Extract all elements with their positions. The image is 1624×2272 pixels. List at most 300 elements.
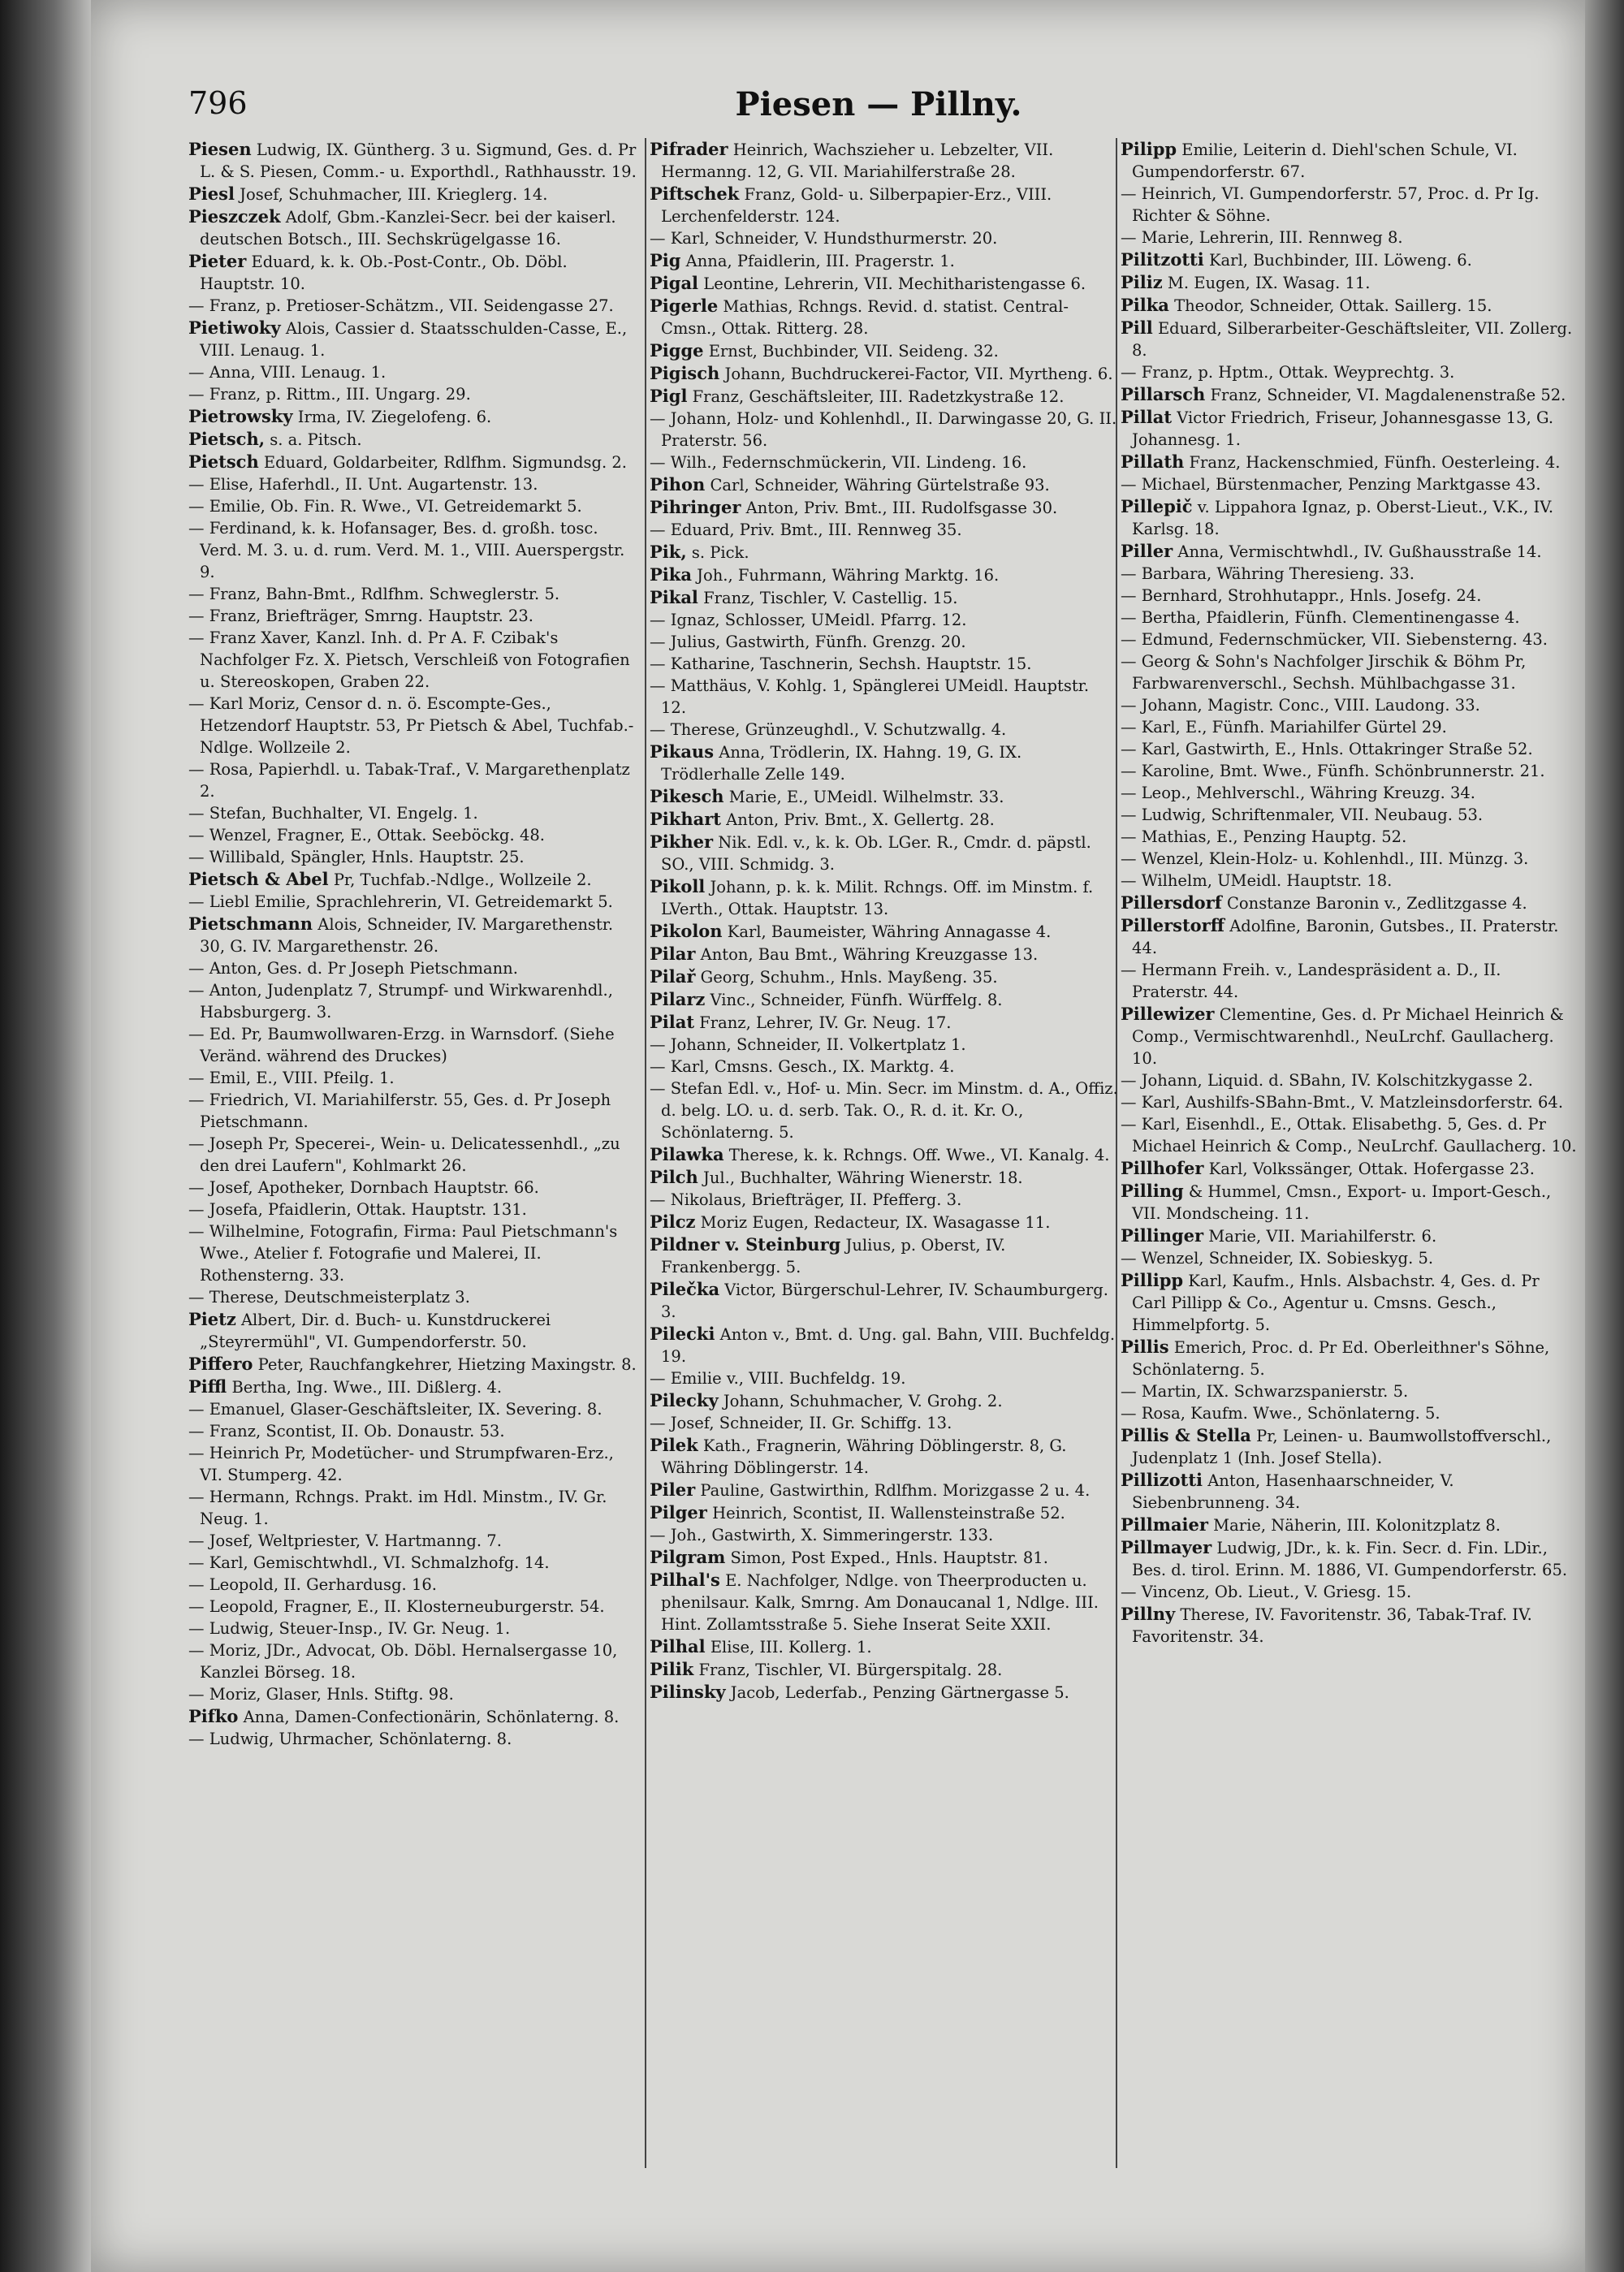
entry-details: — Wilhelmine, Fotografin, Firma: Paul Pietschmann's Wwe., Atelier f. Fotografie und Malerei, II. Rothensterng. 33. <box>188 1222 618 1285</box>
directory-entry <box>1121 1269 1577 1336</box>
directory-entry <box>188 868 640 891</box>
entry-details: Karl, Baumeister, Währing Annagasse 4. <box>727 922 1052 941</box>
directory-entry <box>1121 607 1577 628</box>
directory-entry <box>188 1353 640 1376</box>
directory-entry <box>1121 451 1577 473</box>
entry-details: — Ferdinand, k. k. Hofansager, Bes. d. großh. tosc. Verd. M. 3. u. d. rum. Verd. M. 1., VIII. Auerspergstr. 9. <box>188 519 625 581</box>
entry-details: Jul., Buchhalter, Währing Wienerstr. 18. <box>703 1168 1023 1187</box>
entry-details: — Karl, Eisenhdl., E., Ottak. Elisabethg. 5, Ges. d. Pr Michael Heinrich & Comp., NeuLrchf. Gaullacherg. 10. <box>1121 1115 1577 1155</box>
entry-surname: Pilik <box>650 1659 694 1679</box>
entry-surname: Pilarz <box>650 989 706 1009</box>
directory-entry <box>1121 317 1577 361</box>
directory-entry <box>1121 540 1577 563</box>
directory-entry <box>188 138 640 183</box>
directory-entry <box>1121 870 1577 892</box>
directory-entry <box>188 1486 640 1530</box>
directory-entry <box>1121 694 1577 716</box>
entry-details: Karl, Buchbinder, III. Löweng. 6. <box>1208 251 1472 270</box>
entry-details: — Moriz, Glaser, Hnls. Stiftg. 98. <box>188 1685 454 1704</box>
directory-entry <box>188 361 640 383</box>
entry-details: Eduard, Goldarbeiter, Rdlfhm. Sigmundsg. 2. <box>263 453 627 472</box>
directory-entry <box>650 1143 1119 1166</box>
entry-details: Adolf, Gbm.-Kanzlei-Secr. bei der kaiserl. deutschen Botsch., III. Sechskrügelgasse 16. <box>200 208 616 248</box>
entry-details: Moriz Eugen, Redacteur, IX. Wasagasse 11. <box>700 1213 1051 1232</box>
entry-details: Franz, Schneider, VI. Magdalenenstraße 52. <box>1210 386 1566 404</box>
entry-surname: Pikal <box>650 587 698 607</box>
directory-entry <box>1121 650 1577 694</box>
directory-entry <box>650 785 1119 808</box>
entry-details: Anton, Bau Bmt., Währing Kreuzgasse 13. <box>700 945 1039 964</box>
entry-details: Emerich, Proc. d. Pr Ed. Oberleithner's Söhne, Schönlaterng. 5. <box>1132 1338 1550 1379</box>
directory-entry <box>1121 227 1577 248</box>
entry-details: — Franz, p. Pretioser-Schätzm., VII. Seidengasse 27. <box>188 296 614 315</box>
directory-entry <box>188 317 640 361</box>
entry-details: Bertha, Ing. Wwe., III. Dißlerg. 4. <box>231 1378 503 1397</box>
entry-details: — Elise, Haferhdl., II. Unt. Augartenstr. 13. <box>188 475 538 494</box>
directory-entry <box>650 1681 1119 1704</box>
entry-details: — Hermann Freih. v., Landespräsident a. D., II. Praterstr. 44. <box>1121 961 1501 1001</box>
entry-details: s. Pick. <box>691 543 749 562</box>
directory-entry <box>650 1635 1119 1658</box>
entry-details: Joh., Fuhrmann, Währing Marktg. 16. <box>697 566 1000 585</box>
entry-details: — Rosa, Papierhdl. u. Tabak-Traf., V. Margarethenplatz 2. <box>188 760 630 801</box>
entry-details: — Bernhard, Strohhutappr., Hnls. Josefg. 24. <box>1121 586 1482 605</box>
directory-entry <box>188 451 640 473</box>
directory-entry <box>1121 383 1577 406</box>
entry-details: — Mathias, E., Penzing Hauptg. 52. <box>1121 827 1407 846</box>
entry-details: — Franz, p. Hptm., Ottak. Weyprechtg. 3. <box>1121 363 1455 382</box>
directory-entry <box>650 1389 1119 1412</box>
directory-entry <box>188 473 640 495</box>
entry-details: — Eduard, Priv. Bmt., III. Rennweg 35. <box>650 520 962 539</box>
entry-details: — Emilie v., VIII. Buchfeldg. 19. <box>650 1369 906 1388</box>
entry-details: Ludwig, IX. Güntherg. 3 u. Sigmund, Ges. d. Pr L. & S. Piesen, Comm.- u. Exporthdl., Rathhausstr. 19. <box>200 140 637 181</box>
directory-entry <box>650 675 1119 719</box>
entry-surname: Pillis <box>1121 1337 1169 1357</box>
entry-details: — Josef, Schneider, II. Gr. Schiffg. 13. <box>650 1414 952 1432</box>
entry-details: — Anton, Judenplatz 7, Strumpf- und Wirkwarenhdl., Habsburgerg. 3. <box>188 981 613 1022</box>
book-gutter-shadow <box>0 0 91 2272</box>
entry-surname: Pikolon <box>650 921 723 941</box>
directory-entry <box>188 1133 640 1177</box>
entry-details: Vinc., Schneider, Fünfh. Würffelg. 8. <box>710 991 1003 1009</box>
entry-surname: Pigal <box>650 273 699 293</box>
directory-entry <box>650 1323 1119 1367</box>
entry-surname: Pikher <box>650 831 714 852</box>
entry-details: — Ludwig, Uhrmacher, Schönlaterng. 8. <box>188 1730 512 1748</box>
directory-entry <box>188 824 640 846</box>
directory-entry <box>650 272 1119 295</box>
entry-surname: Piller <box>1121 541 1173 561</box>
entry-surname: Pifko <box>188 1706 239 1726</box>
directory-entry <box>188 205 640 250</box>
directory-entry <box>188 1618 640 1639</box>
entry-details: Kath., Fragnerin, Währing Döblingerstr. 8, G. Währing Döblingerstr. 14. <box>661 1436 1067 1477</box>
entry-details: Leontine, Lehrerin, VII. Mechitharistengasse 6. <box>703 274 1086 293</box>
column-1 <box>188 138 640 2249</box>
entry-surname: Pikhart <box>650 809 721 829</box>
entry-details: Julius, p. Oberst, IV. Frankenbergg. 5. <box>661 1236 1006 1276</box>
entry-details: Irma, IV. Ziegelofeng. 6. <box>297 408 492 426</box>
directory-entry <box>650 1434 1119 1479</box>
entry-details: Josef, Schuhmacher, III. Krieglerg. 14. <box>240 185 548 204</box>
entry-surname: Pik, <box>650 542 687 562</box>
directory-entry <box>1121 1247 1577 1269</box>
entry-surname: Pillat <box>1121 407 1173 427</box>
entry-details: Anton, Priv. Bmt., III. Rudolfsgasse 30. <box>745 499 1058 517</box>
entry-details: Franz, Tischler, V. Castellig. 15. <box>703 589 958 607</box>
entry-surname: Pilar <box>650 944 696 964</box>
directory-entry <box>650 227 1119 249</box>
entry-surname: Pilger <box>650 1502 707 1523</box>
entry-details: — Johann, Holz- und Kohlenhdl., II. Darwingasse 20, G. II. Praterstr. 56. <box>650 409 1117 450</box>
entry-surname: Pikoll <box>650 876 706 896</box>
directory-entry <box>1121 361 1577 383</box>
entry-details: — Josefa, Pfaidlerin, Ottak. Hauptstr. 131. <box>188 1200 527 1219</box>
directory-entry <box>1121 138 1577 183</box>
entry-details: — Stefan Edl. v., Hof- u. Min. Secr. im Minstm. d. A., Offiz. d. belg. LO. u. d. serb. Tak. O., R. d. it. Kr. O., Schönlaterng. 5. <box>650 1079 1118 1142</box>
entry-details: — Therese, Grünzeughdl., V. Schutzwallg. 4. <box>650 720 1007 739</box>
entry-surname: Pilhal <box>650 1636 706 1656</box>
entry-details: Pauline, Gastwirthin, Rdlfhm. Morizgasse 2 u. 4. <box>700 1481 1091 1500</box>
entry-details: Peter, Rauchfangkehrer, Hietzing Maxingstr. 8. <box>257 1355 637 1374</box>
entry-surname: Pildner v. Steinburg <box>650 1234 841 1255</box>
entry-details: — Heinrich Pr, Modetücher- und Strumpfwaren-Erz., VI. Stumperg. 42. <box>188 1444 614 1484</box>
entry-details: Carl, Schneider, Währing Gürtelstraße 93. <box>710 476 1050 495</box>
entry-surname: Pilling <box>1121 1181 1184 1201</box>
entry-details: Mathias, Rchngs. Revid. d. statist. Central-Cmsn., Ottak. Ritterg. 28. <box>661 297 1069 338</box>
directory-entry <box>1121 406 1577 451</box>
entry-details: Johann, Schuhmacher, V. Grohg. 2. <box>723 1392 1003 1410</box>
directory-entry <box>1121 959 1577 1003</box>
directory-entry <box>1121 826 1577 848</box>
directory-entry <box>650 1056 1119 1078</box>
entry-details: — Georg & Sohn's Nachfolger Jirschik & Böhm Pr, Farbwarenverschl., Sechsh. Mühlbachgasse 31. <box>1121 652 1527 693</box>
entry-details: Therese, IV. Favoritenstr. 36, Tabak-Traf. IV. Favoritenstr. 34. <box>1132 1605 1532 1646</box>
entry-details: — Barbara, Währing Theresieng. 33. <box>1121 564 1415 583</box>
directory-entry <box>188 891 640 913</box>
directory-entry <box>188 183 640 205</box>
entry-details: Anton, Priv. Bmt., X. Gellertg. 28. <box>726 810 995 829</box>
directory-entry <box>650 541 1119 564</box>
entry-details: Eduard, k. k. Ob.-Post-Contr., Ob. Döbl. Hauptstr. 10. <box>200 253 568 293</box>
directory-entry <box>650 1011 1119 1034</box>
directory-entry <box>188 846 640 868</box>
entry-details: — Johann, Liquid. d. SBahn, IV. Kolschitzkygasse 2. <box>1121 1071 1533 1090</box>
directory-entry <box>188 1596 640 1618</box>
directory-entry <box>1121 1469 1577 1514</box>
entry-surname: Pika <box>650 564 692 585</box>
directory-entry <box>650 1524 1119 1546</box>
directory-entry <box>1121 1402 1577 1424</box>
entry-surname: Piesen <box>188 139 252 159</box>
directory-entry <box>650 1479 1119 1501</box>
directory-entry <box>188 627 640 693</box>
entry-details: Pr, Tuchfab.-Ndlge., Wollzeile 2. <box>333 870 592 889</box>
directory-entry <box>650 965 1119 988</box>
directory-entry <box>188 1308 640 1353</box>
entry-surname: Pillerstorff <box>1121 915 1224 935</box>
directory-entry <box>650 875 1119 920</box>
entry-surname: Pietsch <box>188 451 259 472</box>
entry-details: Franz, Hackenschmied, Fünfh. Oesterleing. 4. <box>1189 453 1561 472</box>
entry-details: — Martin, IX. Schwarzspanierstr. 5. <box>1121 1382 1409 1401</box>
entry-surname: Pikesch <box>650 786 724 806</box>
entry-details: — Karl Moriz, Censor d. n. ö. Escompte-Ges., Hetzendorf Hauptstr. 53, Pr Pietsch & Abel, Tuchfab.-Ndlge. Wollzeile 2. <box>188 694 634 757</box>
directory-entry <box>188 1199 640 1220</box>
directory-entry <box>188 405 640 428</box>
entry-details: — Karl, E., Fünfh. Mariahilfer Gürtel 29. <box>1121 718 1447 736</box>
directory-entry <box>188 1574 640 1596</box>
entry-surname: Piffl <box>188 1376 227 1397</box>
entry-details: Simon, Post Exped., Hnls. Hauptstr. 81. <box>730 1549 1048 1567</box>
entry-details: — Wilh., Federnschmückerin, VII. Lindeng. 16. <box>650 453 1027 472</box>
entry-details: Franz, Tischler, VI. Bürgerspitalg. 28. <box>698 1661 1003 1679</box>
entry-details: Karl, Volkssänger, Ottak. Hofergasse 23. <box>1208 1160 1535 1178</box>
page-header <box>188 85 1569 142</box>
entry-details: — Bertha, Pfaidlerin, Fünfh. Clementinengasse 4. <box>1121 608 1520 627</box>
entry-surname: Pikaus <box>650 741 715 762</box>
directory-entry <box>188 913 640 957</box>
directory-entry <box>188 517 640 583</box>
entry-details: — Leopold, II. Gerhardusg. 16. <box>188 1575 437 1594</box>
entry-surname: Pietsch & Abel <box>188 869 329 889</box>
directory-entry <box>188 295 640 317</box>
directory-entry <box>188 1420 640 1442</box>
directory-entry <box>650 1367 1119 1389</box>
entry-surname: Pillinger <box>1121 1225 1204 1246</box>
directory-entry <box>1121 914 1577 959</box>
directory-entry <box>1121 738 1577 760</box>
directory-entry <box>188 605 640 627</box>
entry-details: — Anna, VIII. Lenaug. 1. <box>188 363 387 382</box>
directory-entry <box>188 583 640 605</box>
entry-surname: Pilinsky <box>650 1682 726 1702</box>
entry-details: — Joseph Pr, Specerei-, Wein- u. Delicatessenhdl., „zu den drei Laufern", Kohlmarkt 26. <box>188 1134 620 1175</box>
entry-details: — Karl, Aushilfs-SBahn-Bmt., V. Matzleinsdorferstr. 64. <box>1121 1093 1564 1112</box>
entry-surname: Pietrowsky <box>188 406 293 426</box>
directory-entry <box>1121 1113 1577 1157</box>
directory-entry <box>1121 585 1577 607</box>
entry-surname: Pigge <box>650 340 704 361</box>
entry-surname: Pilcz <box>650 1212 696 1232</box>
directory-entry <box>1121 1091 1577 1113</box>
directory-entry <box>650 920 1119 943</box>
entry-surname: Pilch <box>650 1167 698 1187</box>
directory-entry <box>1121 563 1577 585</box>
entry-surname: Pietsch, <box>188 429 266 449</box>
directory-entry <box>1121 183 1577 227</box>
entry-details: Eduard, Silberarbeiter-Geschäftsleiter, VII. Zollerg. 8. <box>1132 319 1573 360</box>
running-title: Piesen — Pillny. <box>735 85 1022 123</box>
column-3 <box>1121 138 1577 2249</box>
directory-entry <box>650 1034 1119 1056</box>
entry-surname: Pillepič <box>1121 496 1193 516</box>
directory-entry <box>650 138 1119 183</box>
entry-details: Clementine, Ges. d. Pr Michael Heinrich & Comp., Vermischtwarenhdl., NeuLrchf. Gaullacherg. 10. <box>1132 1005 1564 1068</box>
entry-details: — Marie, Lehrerin, III. Rennweg 8. <box>1121 228 1403 247</box>
directory-entry <box>650 1211 1119 1233</box>
entry-details: — Wenzel, Schneider, IX. Sobieskyg. 5. <box>1121 1249 1434 1268</box>
directory-entry <box>188 1286 640 1308</box>
entry-surname: Pilgram <box>650 1547 726 1567</box>
entry-details: — Johann, Magistr. Conc., VIII. Laudong. 33. <box>1121 696 1480 715</box>
entry-surname: Pieter <box>188 251 247 271</box>
entry-surname: Pietschmann <box>188 914 313 934</box>
entry-details: Pr, Leinen- u. Baumwollstoffverschl., Judenplatz 1 (Inh. Josef Stella). <box>1132 1427 1552 1467</box>
entry-details: Anna, Trödlerin, IX. Hahng. 19, G. IX. Trödlerhalle Zelle 149. <box>661 743 1022 784</box>
directory-entry <box>650 943 1119 965</box>
entry-details: Marie, E., UMeidl. Wilhelmstr. 33. <box>728 788 1004 806</box>
entry-surname: Pillny <box>1121 1604 1176 1624</box>
directory-entry <box>188 1398 640 1420</box>
entry-details: — Franz, Bahn-Bmt., Rdlfhm. Schweglerstr. 5. <box>188 585 560 603</box>
entry-details: — Karl, Gastwirth, E., Hnls. Ottakringer Straße 52. <box>1121 740 1533 758</box>
entry-details: — Rosa, Kaufm. Wwe., Schönlaterng. 5. <box>1121 1404 1440 1423</box>
entry-surname: Pilat <box>650 1012 695 1032</box>
entry-surname: Piesl <box>188 184 235 204</box>
entry-details: — Liebl Emilie, Sprachlehrerin, VI. Getreidemarkt 5. <box>188 892 613 911</box>
directory-entry <box>650 1658 1119 1681</box>
column-divider <box>645 138 646 2168</box>
entry-details: Alois, Cassier d. Staatsschulden-Casse, E., VIII. Lenaug. 1. <box>200 319 628 360</box>
directory-entry <box>188 428 640 451</box>
entry-details: — Moriz, JDr., Advocat, Ob. Döbl. Hernalsergasse 10, Kanzlei Börseg. 18. <box>188 1641 618 1682</box>
entry-surname: Pilečka <box>650 1279 720 1299</box>
directory-entry <box>650 1078 1119 1143</box>
page-number: 796 <box>188 85 248 121</box>
entry-surname: Pilecky <box>650 1390 719 1410</box>
entry-details: Johann, Buchdruckerei-Factor, VII. Myrtheng. 6. <box>724 365 1113 383</box>
entry-details: E. Nachfolger, Ndlge. von Theerproducten u. phenilsaur. Kalk, Smrng. Am Donaucanal 1, Ndlge. III. Hint. Zollamtsstraße 5. Siehe Inserat Seite XXII. <box>661 1571 1099 1634</box>
directory-entry <box>188 1376 640 1398</box>
directory-entry <box>650 564 1119 586</box>
directory-entry <box>650 519 1119 541</box>
entry-details: Anna, Pfaidlerin, III. Pragerstr. 1. <box>685 252 955 270</box>
entry-surname: Pig <box>650 250 681 270</box>
entry-details: v. Lippahora Ignaz, p. Oberst-Lieut., V.K., IV. Karlsg. 18. <box>1132 498 1554 538</box>
directory-entry <box>650 719 1119 741</box>
entry-details: Anna, Damen-Confectionärin, Schönlaterng. 8. <box>243 1708 620 1726</box>
directory-entry <box>1121 473 1577 495</box>
entry-details: Constanze Baronin v., Zedlitzgasse 4. <box>1226 894 1527 913</box>
directory-entry <box>1121 1003 1577 1069</box>
entry-details: — Ed. Pr, Baumwollwaren-Erzg. in Warnsdorf. (Siehe Veränd. während des Druckes) <box>188 1025 615 1065</box>
directory-entry <box>650 1569 1119 1635</box>
directory-entry <box>650 586 1119 609</box>
entry-surname: Pilitzotti <box>1121 249 1204 270</box>
entry-surname: Pilhal's <box>650 1570 720 1590</box>
entry-details: — Josef, Weltpriester, V. Hartmanng. 7. <box>188 1531 502 1550</box>
directory-entry <box>188 1023 640 1067</box>
directory-entry <box>188 1442 640 1486</box>
entry-details: — Franz Xaver, Kanzl. Inh. d. Pr A. F. Czibak's Nachfolger Fz. X. Pietsch, Verschleiß von Fotografien u. Stereoskopen, Graben 22. <box>188 628 630 691</box>
entry-details: — Ludwig, Schriftenmaler, VII. Neubaug. 53. <box>1121 806 1484 824</box>
entry-details: Anton, Hasenhaarschneider, V. Siebenbrunneng. 34. <box>1132 1471 1454 1512</box>
directory-entry <box>1121 495 1577 540</box>
directory-entry <box>650 609 1119 631</box>
directory-entry <box>650 631 1119 653</box>
entry-details: Ludwig, JDr., k. k. Fin. Secr. d. Fin. LDir., Bes. d. tirol. Erinn. M. 1886, VI. Gumpendorferstr. 65. <box>1132 1539 1568 1579</box>
entry-details: — Ludwig, Steuer-Insp., IV. Gr. Neug. 1. <box>188 1619 511 1638</box>
entry-details: Ernst, Buchbinder, VII. Seideng. 32. <box>708 342 999 361</box>
column-2 <box>650 138 1119 2249</box>
entry-details: — Karl, Schneider, V. Hundsthurmerstr. 20. <box>650 229 998 248</box>
entry-details: Marie, Näherin, III. Kolonitzplatz 8. <box>1213 1516 1501 1535</box>
entry-details: — Friedrich, VI. Mariahilferstr. 55, Ges. d. Pr Joseph Pietschmann. <box>188 1091 611 1131</box>
directory-entry <box>188 1728 640 1750</box>
entry-details: — Johann, Schneider, II. Volkertplatz 1. <box>650 1035 966 1054</box>
entry-details: Heinrich, Scontist, II. Wallensteinstraße 52. <box>712 1504 1065 1523</box>
entry-details: Johann, p. k. k. Milit. Rchngs. Off. im Minstm. f. LVerth., Ottak. Hauptstr. 13. <box>661 878 1094 918</box>
entry-surname: Pieszczek <box>188 206 281 227</box>
directory-entry <box>650 362 1119 385</box>
entry-surname: Pilawka <box>650 1144 724 1164</box>
entry-surname: Pilka <box>1121 295 1169 315</box>
entry-details: Franz, Gold- u. Silberpapier-Erz., VIII. Lerchenfelderstr. 124. <box>661 185 1052 226</box>
directory-entry <box>650 1412 1119 1434</box>
entry-details: Victor, Bürgerschul-Lehrer, IV. Schaumburgerg. 3. <box>661 1281 1108 1321</box>
entry-surname: Pillersdorf <box>1121 892 1222 913</box>
entry-surname: Pillmaier <box>1121 1514 1208 1535</box>
entry-details: — Karl, Cmsns. Gesch., IX. Marktg. 4. <box>650 1057 955 1076</box>
entry-details: — Franz, Briefträger, Smrng. Hauptstr. 23. <box>188 607 533 625</box>
entry-details: — Ignaz, Schlosser, UMeidl. Pfarrg. 12. <box>650 611 967 629</box>
directory-entry <box>650 1278 1119 1323</box>
entry-details: — Wenzel, Klein-Holz- u. Kohlenhdl., III. Münzg. 3. <box>1121 849 1529 868</box>
directory-entry <box>1121 1424 1577 1469</box>
entry-details: — Emilie, Ob. Fin. R. Wwe., VI. Getreidemarkt 5. <box>188 497 582 516</box>
directory-entry <box>650 183 1119 227</box>
entry-details: Franz, Geschäftsleiter, III. Radetzkystraße 12. <box>692 387 1065 406</box>
directory-entry <box>1121 848 1577 870</box>
entry-details: — Leopold, Fragner, E., II. Klosterneuburgerstr. 54. <box>188 1597 605 1616</box>
entry-details: — Vincenz, Ob. Lieut., V. Griesg. 15. <box>1121 1583 1412 1601</box>
directory-entry <box>1121 760 1577 782</box>
entry-details: — Katharine, Taschnerin, Sechsh. Hauptstr. 15. <box>650 654 1032 673</box>
entry-surname: Piliz <box>1121 272 1163 292</box>
entry-surname: Pigisch <box>650 363 720 383</box>
directory-entry <box>1121 1581 1577 1603</box>
entry-details: — Stefan, Buchhalter, VI. Engelg. 1. <box>188 804 478 823</box>
entry-details: M. Eugen, IX. Wasag. 11. <box>1167 274 1371 292</box>
entry-details: Georg, Schuhm., Hnls. Mayßeng. 35. <box>700 968 998 987</box>
entry-details: Anna, Vermischtwhdl., IV. Gußhausstraße 14. <box>1177 542 1542 561</box>
entry-surname: Pigerle <box>650 296 719 316</box>
directory-entry <box>1121 1157 1577 1180</box>
entry-details: Therese, k. k. Rchngs. Off. Wwe., VI. Kanalg. 4. <box>728 1146 1110 1164</box>
entry-surname: Pillarsch <box>1121 384 1206 404</box>
directory-entry <box>1121 892 1577 914</box>
directory-entry <box>1121 628 1577 650</box>
directory-entry <box>188 1530 640 1552</box>
entry-details: — Karoline, Bmt. Wwe., Fünfh. Schönbrunnerstr. 21. <box>1121 762 1545 780</box>
entry-surname: Pilecki <box>650 1324 715 1344</box>
directory-entry <box>1121 1514 1577 1536</box>
directory-entry <box>188 383 640 405</box>
directory-entry <box>650 1189 1119 1211</box>
entry-details: — Hermann, Rchngs. Prakt. im Hdl. Minstm., IV. Gr. Neug. 1. <box>188 1488 607 1528</box>
directory-entry <box>650 1546 1119 1569</box>
entry-surname: Pillewizer <box>1121 1004 1215 1024</box>
entry-details: — Edmund, Federnschmücker, VII. Siebensterng. 43. <box>1121 630 1548 649</box>
directory-entry <box>650 741 1119 785</box>
entry-details: Jacob, Lederfab., Penzing Gärtnergasse 5. <box>730 1683 1069 1702</box>
entry-surname: Pihon <box>650 474 706 495</box>
entry-details: Emilie, Leiterin d. Diehl'schen Schule, VI. Gumpendorferstr. 67. <box>1132 140 1518 181</box>
directory-entry <box>188 758 640 802</box>
entry-details: — Franz, p. Rittm., III. Ungarg. 29. <box>188 385 471 404</box>
